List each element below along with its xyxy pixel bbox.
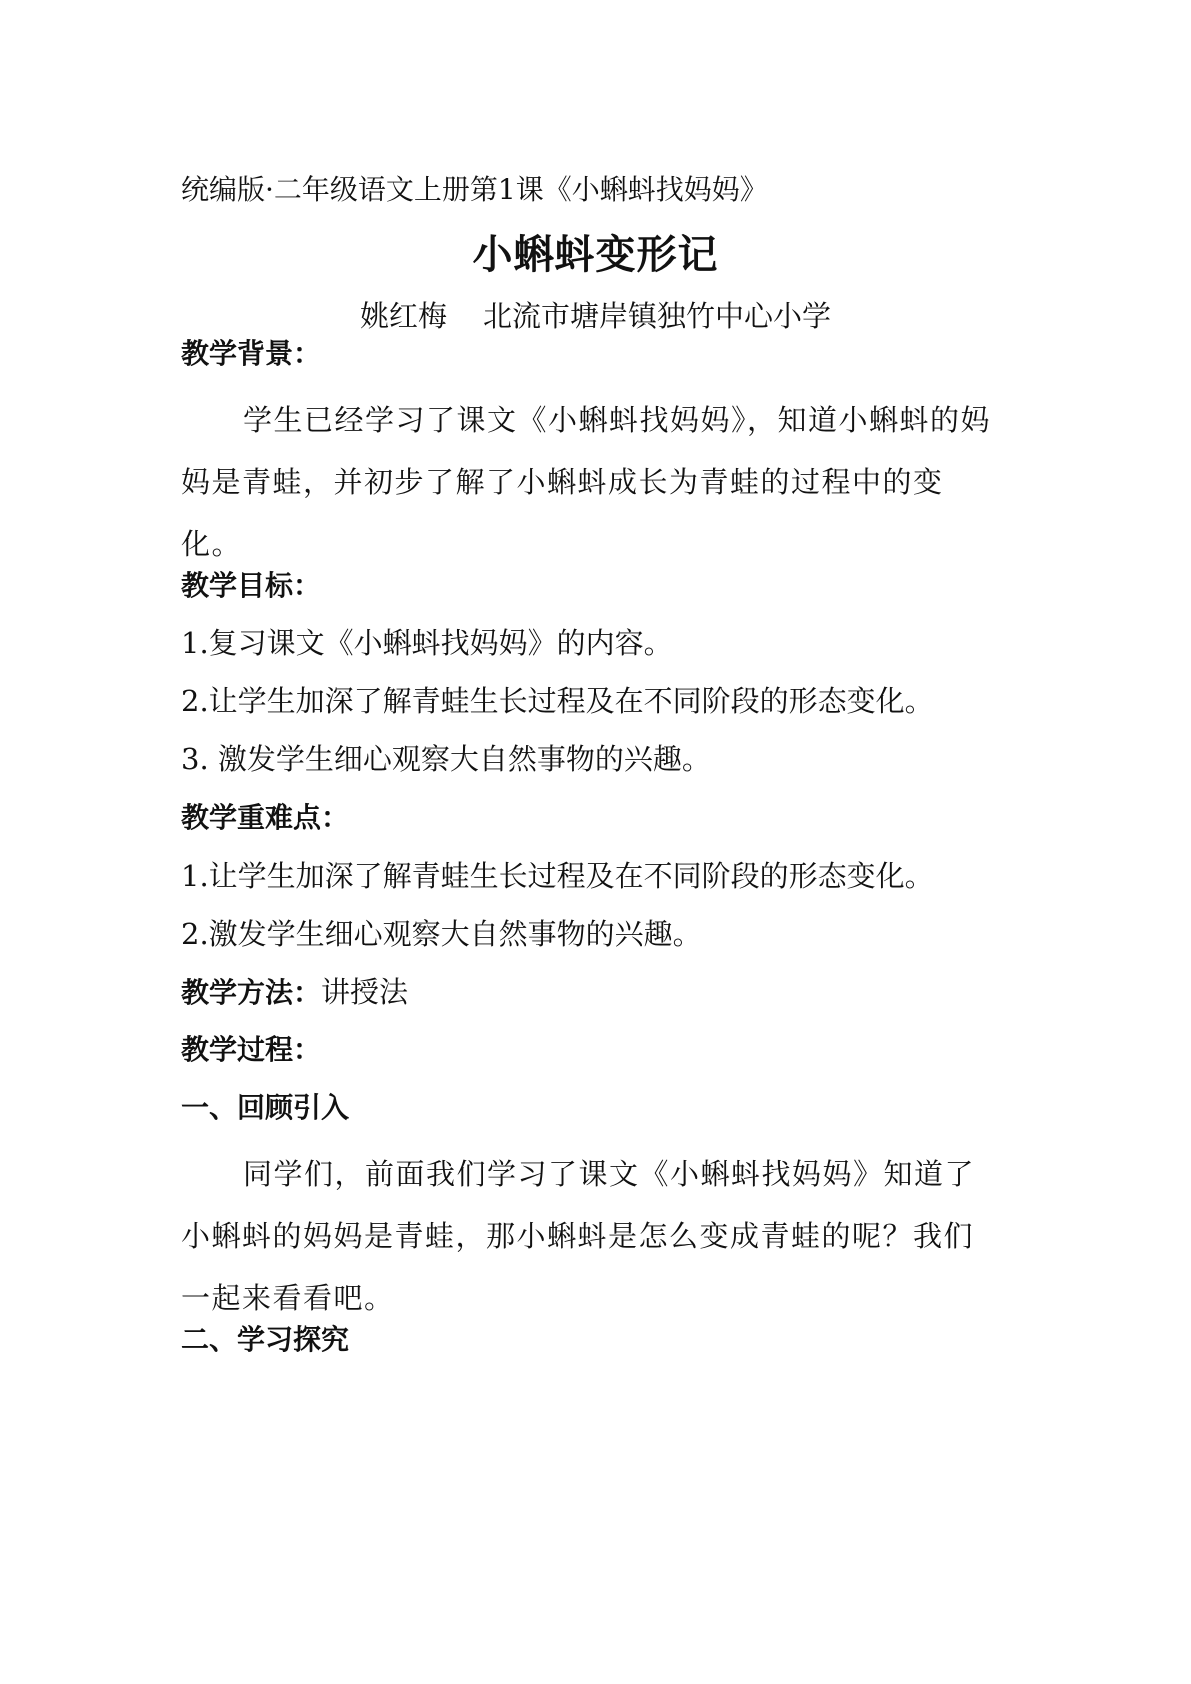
- method-heading: 教学方法：: [181, 976, 322, 1009]
- author-school: 北流市塘岸镇独竹中心小学: [483, 299, 832, 333]
- section2-heading: 二、学习探究: [181, 1323, 350, 1356]
- method-value: 讲授法: [321, 975, 409, 1009]
- section1-heading: 一、回顾引入: [181, 1091, 350, 1124]
- author-name: 姚红梅: [359, 299, 447, 333]
- section1-text: 同学们，前面我们学习了课文《小蝌蚪找妈妈》知道了小蝌蚪的妈妈是青蛙，那小蝌蚪是怎么变成青蛙的呢？我们一起来看看吧。: [181, 1157, 976, 1315]
- objective-item-3: 3. 激发学生细心观察大自然事物的兴趣。: [181, 742, 711, 776]
- author-line: [0, 296, 1191, 336]
- objective-item-1: 1.复习课文《小蝌蚪找妈妈》的内容。: [181, 626, 673, 660]
- key-point-item-2: 2.激发学生细心观察大自然事物的兴趣。: [181, 917, 702, 951]
- objectives-heading: 教学目标：: [181, 569, 322, 602]
- background-heading: 教学背景：: [181, 337, 322, 370]
- process-heading: 教学过程：: [181, 1033, 322, 1066]
- key-points-heading: 教学重难点：: [181, 801, 350, 834]
- objective-item-2: 2.让学生加深了解青蛙生长过程及在不同阶段的形态变化。: [181, 684, 934, 718]
- page-title: 小蝌蚪变形记: [472, 232, 719, 278]
- method-line: [181, 972, 408, 1013]
- background-text: 学生已经学习了课文《小蝌蚪找妈妈》，知道小蝌蚪的妈妈是青蛙，并初步了解了小蝌蚪成长为青蛙的过程中的变化。: [181, 403, 992, 561]
- key-point-item-1: 1.让学生加深了解青蛙生长过程及在不同阶段的形态变化。: [181, 859, 934, 893]
- series-label: 统编版·二年级语文上册第1课《小蝌蚪找妈妈》: [181, 173, 768, 206]
